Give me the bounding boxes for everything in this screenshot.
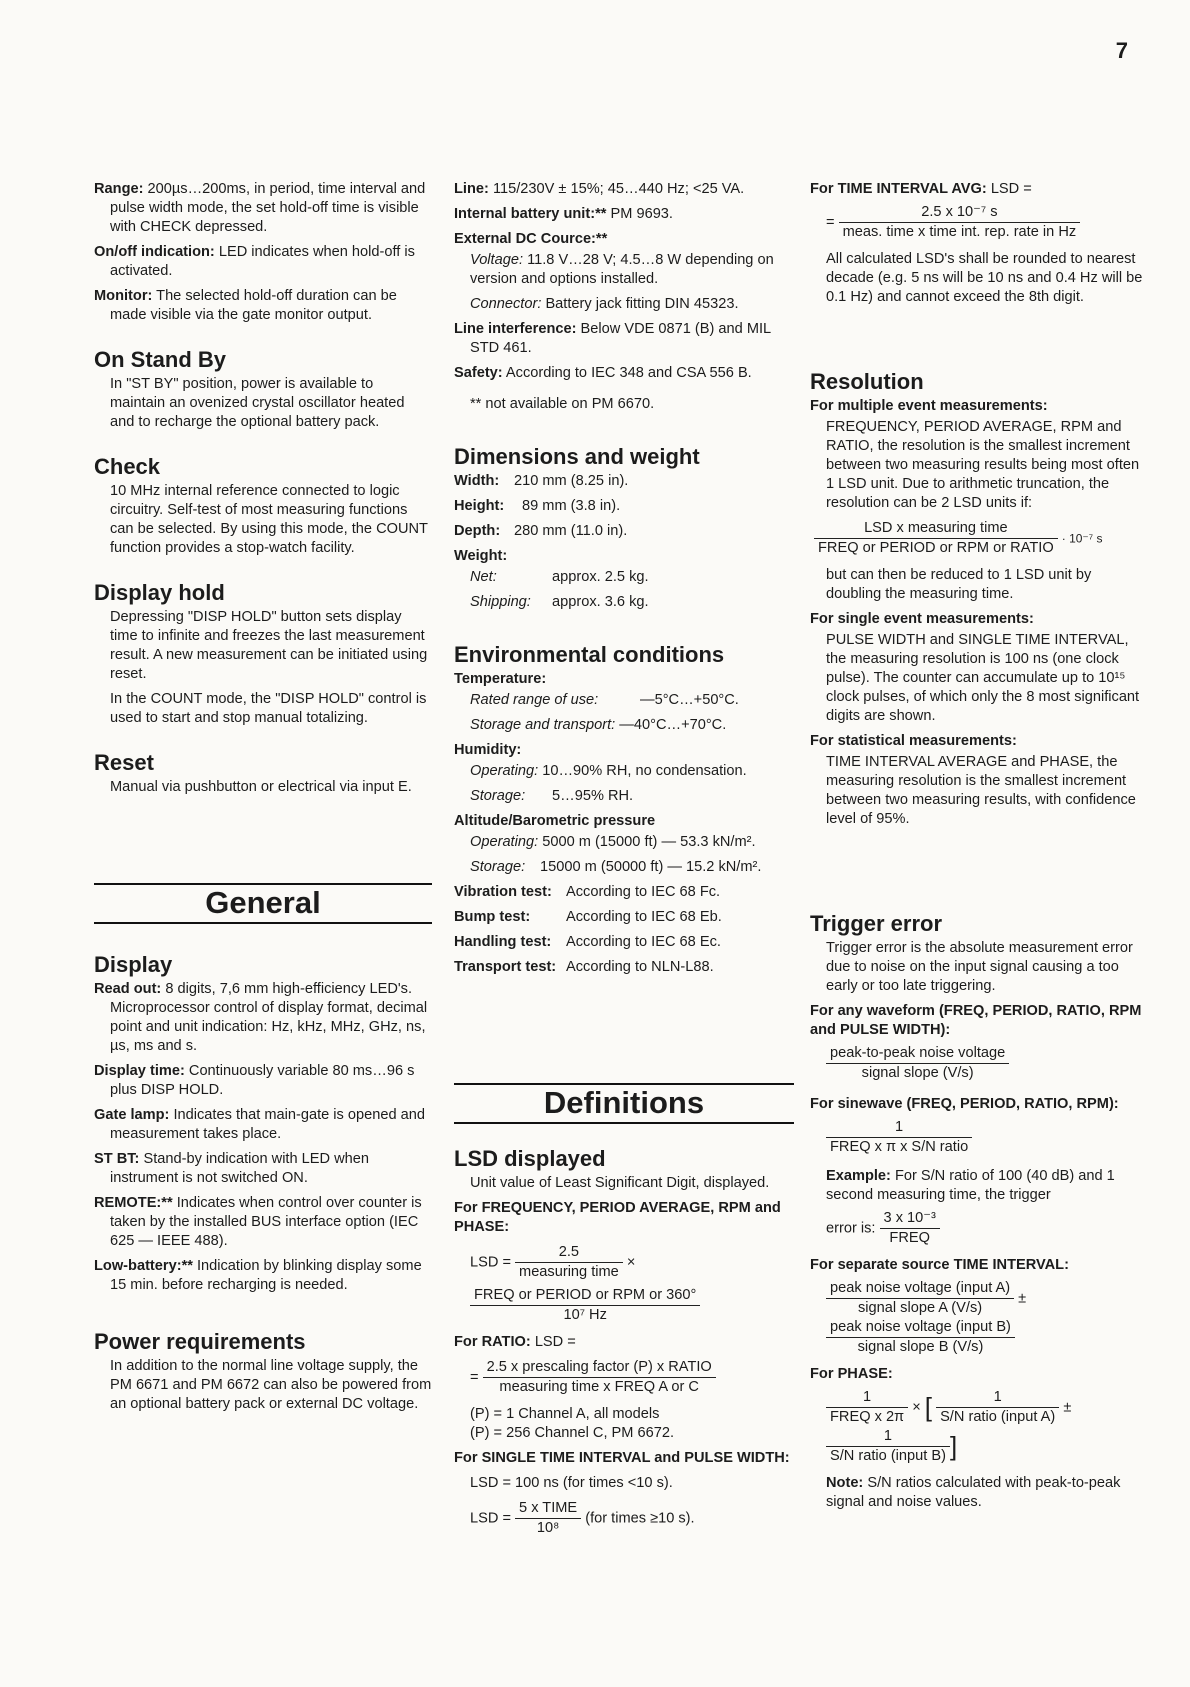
monitor-spec: Monitor: The selected hold-off duration can be made visible via the gate monitor output. <box>94 288 397 323</box>
separate-head: For separate source TIME INTERVAL: <box>810 1257 1069 1273</box>
dims-heading: Dimensions and weight <box>454 444 700 469</box>
bump-spec: Bump test: According to IEC 68 Eb. <box>454 909 722 925</box>
lowbat-spec: Low-battery:** Indication by blinking display some 15 min. before recharging is needed. <box>94 1258 422 1293</box>
humidity-storage: Storage: 5…95% RH. <box>470 788 634 804</box>
net-weight: Net: approx. 2.5 kg. <box>470 569 649 585</box>
check-heading: Check <box>94 454 161 479</box>
phase-head: For PHASE: <box>810 1366 893 1382</box>
lsd-ratio-formula: = $\frac{\text{2.5 x prescaling factor (P) x RATIO}}{\text{measuring time x FREQ A or C}}$ <box>470 1358 794 1397</box>
lsd-freq-head: For FREQUENCY, PERIOD AVERAGE, RPM and PHASE: <box>454 1200 781 1235</box>
transport-spec: Transport test: According to NLN-L88. <box>454 959 714 975</box>
onoff-spec: On/off indication: LED indicates when hold-off is activated. <box>94 244 415 279</box>
temp-label: Temperature: <box>454 671 547 687</box>
column-3 <box>810 180 1150 1518</box>
lsd-freq-formula: LSD = $\frac{2.5}{\text{measuring time}}$ × $\frac{\text{FREQ or PERIOD or RPM or 360°}}{\text{10⁷ Hz}}$ <box>470 1243 794 1325</box>
multiple-text: FREQUENCY, PERIOD AVERAGE, RPM and RATIO, the resolution is the smallest increment between two measuring results being most often 1 LSD unit. Due to arithmetic truncation, the resolution can be 2 LSD units if: <box>826 419 1140 511</box>
rated-range: Rated range of use: —5°C…+50°C. <box>470 692 739 708</box>
standby-heading: On Stand By <box>94 347 227 372</box>
prescale-2: (P) = 256 Channel C, PM 6672. <box>470 1425 675 1441</box>
sinewave-head: For sinewave (FREQ, PERIOD, RATIO, RPM): <box>810 1096 1119 1112</box>
any-waveform-formula: $\frac{\text{peak-to-peak noise voltage}}{\text{signal slope (V/s)}}$ <box>826 1044 1150 1083</box>
reset-text: Manual via pushbutton or electrical via input E. <box>110 779 412 795</box>
separate-formula: $\frac{\text{peak noise voltage (input A)}}{\text{signal slope A (V/s)}}$ ± $\frac{\text{peak noise voltage (input B)}}{\text{signal slope B (V/s)}}$ <box>826 1279 1150 1357</box>
env-heading: Environmental conditions <box>454 642 725 667</box>
example-text: Example: For S/N ratio of 100 (40 dB) and 1 second measuring time, the trigger <box>826 1168 1115 1203</box>
column-1 <box>94 180 432 1420</box>
vibration-spec: Vibration test: According to IEC 68 Fc. <box>454 884 721 900</box>
trigger-heading: Trigger error <box>810 911 943 936</box>
tia-head: For TIME INTERVAL AVG: LSD = <box>810 181 1032 197</box>
power-text: In addition to the normal line voltage supply, the PM 6671 and PM 6672 can also be powered from an optional battery pack or external DC voltage. <box>110 1358 432 1412</box>
range-spec: Range: 200µs…200ms, in period, time interval and pulse width mode, the set hold-off time is visible with CHECK depressed. <box>94 181 426 235</box>
remote-spec: REMOTE:** Indicates when control over counter is taken by the installed BUS interface option (IEC 625 — IEEE 488). <box>94 1195 422 1249</box>
lsd-single-formula: LSD = $\frac{\text{5 x TIME}}{\text{10⁸}}$ (for times ≥10 s). <box>470 1500 695 1536</box>
page-number: 7 <box>1115 38 1128 63</box>
availability-note: ** not available on PM 6670. <box>470 396 655 412</box>
connector-spec: Connector: Battery jack fitting DIN 45323. <box>470 296 739 312</box>
column-2 <box>454 180 794 1546</box>
voltage-spec: Voltage: 11.8 V…28 V; 4.5…8 W depending on version and options installed. <box>470 252 774 287</box>
altitude-storage: Storage: 15000 m (50000 ft) — 15.2 kN/m². <box>470 859 762 875</box>
multiple-formula: $\frac{\text{LSD x measuring time}}{\text{FREQ or PERIOD or RPM or RATIO}}$ · 10⁻⁷ s <box>814 519 1150 558</box>
lsd-heading: LSD displayed <box>454 1146 606 1171</box>
trigger-text: Trigger error is the absolute measurement error due to noise on the input signal causing a too early or too late triggering. <box>826 940 1133 994</box>
resolution-heading: Resolution <box>810 369 924 394</box>
definitions-section-title: Definitions <box>454 1083 794 1124</box>
phase-formula: $\frac{1}{\text{FREQ x 2π}}$ × [ $\frac{1}{\text{S/N ratio (input A)}}$ ± $\frac{1}{\text{S/N ratio (input B)}}$ ] <box>826 1388 1150 1466</box>
depth-spec: Depth: 280 mm (11.0 in). <box>454 523 628 539</box>
power-heading: Power requirements <box>94 1329 306 1354</box>
general-section-title: General <box>94 883 432 924</box>
altitude-label: Altitude/Barometric pressure <box>454 813 656 829</box>
single-head: For single event measurements: <box>810 611 1034 627</box>
single-text: PULSE WIDTH and SINGLE TIME INTERVAL, the measuring resolution is 100 ns (one clock pulse). The counter can accumulate up to 10¹⁵ clock pulses, of which only the 8 most significant digits are shown. <box>826 632 1140 724</box>
height-spec: Height: 89 mm (3.8 in). <box>454 498 621 514</box>
display-heading: Display <box>94 952 173 977</box>
handling-spec: Handling test: According to IEC 68 Ec. <box>454 934 721 950</box>
check-text: 10 MHz internal reference connected to logic circuitry. Self-test of most measuring functions can be selected. By using this mode, the COUNT function provides a stop-watch facility. <box>110 483 428 556</box>
gate-lamp-spec: Gate lamp: Indicates that main-gate is opened and measurement takes place. <box>94 1107 425 1142</box>
tia-formula: = $\frac{\text{2.5 x 10⁻⁷ s}}{\text{meas. time x time int. rep. rate in Hz}}$ <box>826 203 1150 242</box>
disphold-text-1: Depressing "DISP HOLD" button sets display time to infinite and freezes the last measurement result. A new measurement can be initiated using reset. <box>110 609 428 682</box>
readout-spec: Read out: 8 digits, 7,6 mm high-efficiency LED's. Microprocessor control of display format, decimal point and unit indication: Hz, kHz, MHz, GHz, ns, µs, ms and s. <box>94 981 428 1054</box>
any-waveform-head: For any waveform (FREQ, PERIOD, RATIO, RPM and PULSE WIDTH): <box>810 1003 1142 1038</box>
stbt-spec: ST BT: Stand-by indication with LED when instrument is not switched ON. <box>94 1151 369 1186</box>
multiple-text-2: but can then be reduced to 1 LSD unit by doubling the measuring time. <box>826 567 1092 602</box>
storage-transport: Storage and transport: —40°C…+70°C. <box>470 717 727 733</box>
lsd-text: Unit value of Least Significant Digit, displayed. <box>470 1175 770 1191</box>
standby-text: In "ST BY" position, power is available to maintain an ovenized crystal oscillator heated and to recharge the optional battery pack. <box>110 376 405 430</box>
disphold-heading: Display hold <box>94 580 225 605</box>
sinewave-formula: $\frac{1}{\text{FREQ x π x S/N ratio}}$ <box>826 1118 1150 1157</box>
stat-text: TIME INTERVAL AVERAGE and PHASE, the measuring resolution is the smallest increment between two measuring results, with confidence level of 95%. <box>826 754 1136 827</box>
prescale-1: (P) = 1 Channel A, all models <box>470 1406 660 1422</box>
humidity-label: Humidity: <box>454 742 522 758</box>
lsd-single-1: LSD = 100 ns (for times <10 s). <box>470 1475 673 1491</box>
extdc-label: External DC Cource:** <box>454 231 608 247</box>
altitude-operating: Operating: 5000 m (15000 ft) — 53.3 kN/m². <box>470 834 756 850</box>
weight-label: Weight: <box>454 548 508 564</box>
rounding-text: All calculated LSD's shall be rounded to nearest decade (e.g. 5 ns will be 10 ns and 0.4 Hz will be 0.1 Hz) and cannot exceed the 8th digit. <box>826 251 1143 305</box>
stat-head: For statistical measurements: <box>810 733 1017 749</box>
example-formula: error is: $\frac{\text{3 x 10⁻³}}{\text{FREQ}}$ <box>826 1209 1150 1248</box>
display-time-spec: Display time: Continuously variable 80 ms…96 s plus DISP HOLD. <box>94 1063 415 1098</box>
battery-spec: Internal battery unit:** PM 9693. <box>454 206 673 222</box>
shipping-weight: Shipping: approx. 3.6 kg. <box>470 594 649 610</box>
lsd-single-head: For SINGLE TIME INTERVAL and PULSE WIDTH: <box>454 1450 790 1466</box>
lsd-ratio-head: For RATIO: LSD = <box>454 1334 576 1350</box>
note-text: Note: S/N ratios calculated with peak-to-peak signal and noise values. <box>826 1475 1121 1510</box>
multiple-head: For multiple event measurements: <box>810 398 1048 414</box>
reset-heading: Reset <box>94 750 154 775</box>
safety-spec: Safety: According to IEC 348 and CSA 556 B. <box>454 365 752 381</box>
width-spec: Width: 210 mm (8.25 in). <box>454 473 629 489</box>
humidity-operating: Operating: 10…90% RH, no condensation. <box>470 763 747 779</box>
line-spec: Line: 115/230V ± 15%; 45…440 Hz; <25 VA. <box>454 181 745 197</box>
disphold-text-2: In the COUNT mode, the "DISP HOLD" control is used to start and stop manual totalizing. <box>110 691 427 726</box>
interference-spec: Line interference: Below VDE 0871 (B) and MIL STD 461. <box>454 321 771 356</box>
